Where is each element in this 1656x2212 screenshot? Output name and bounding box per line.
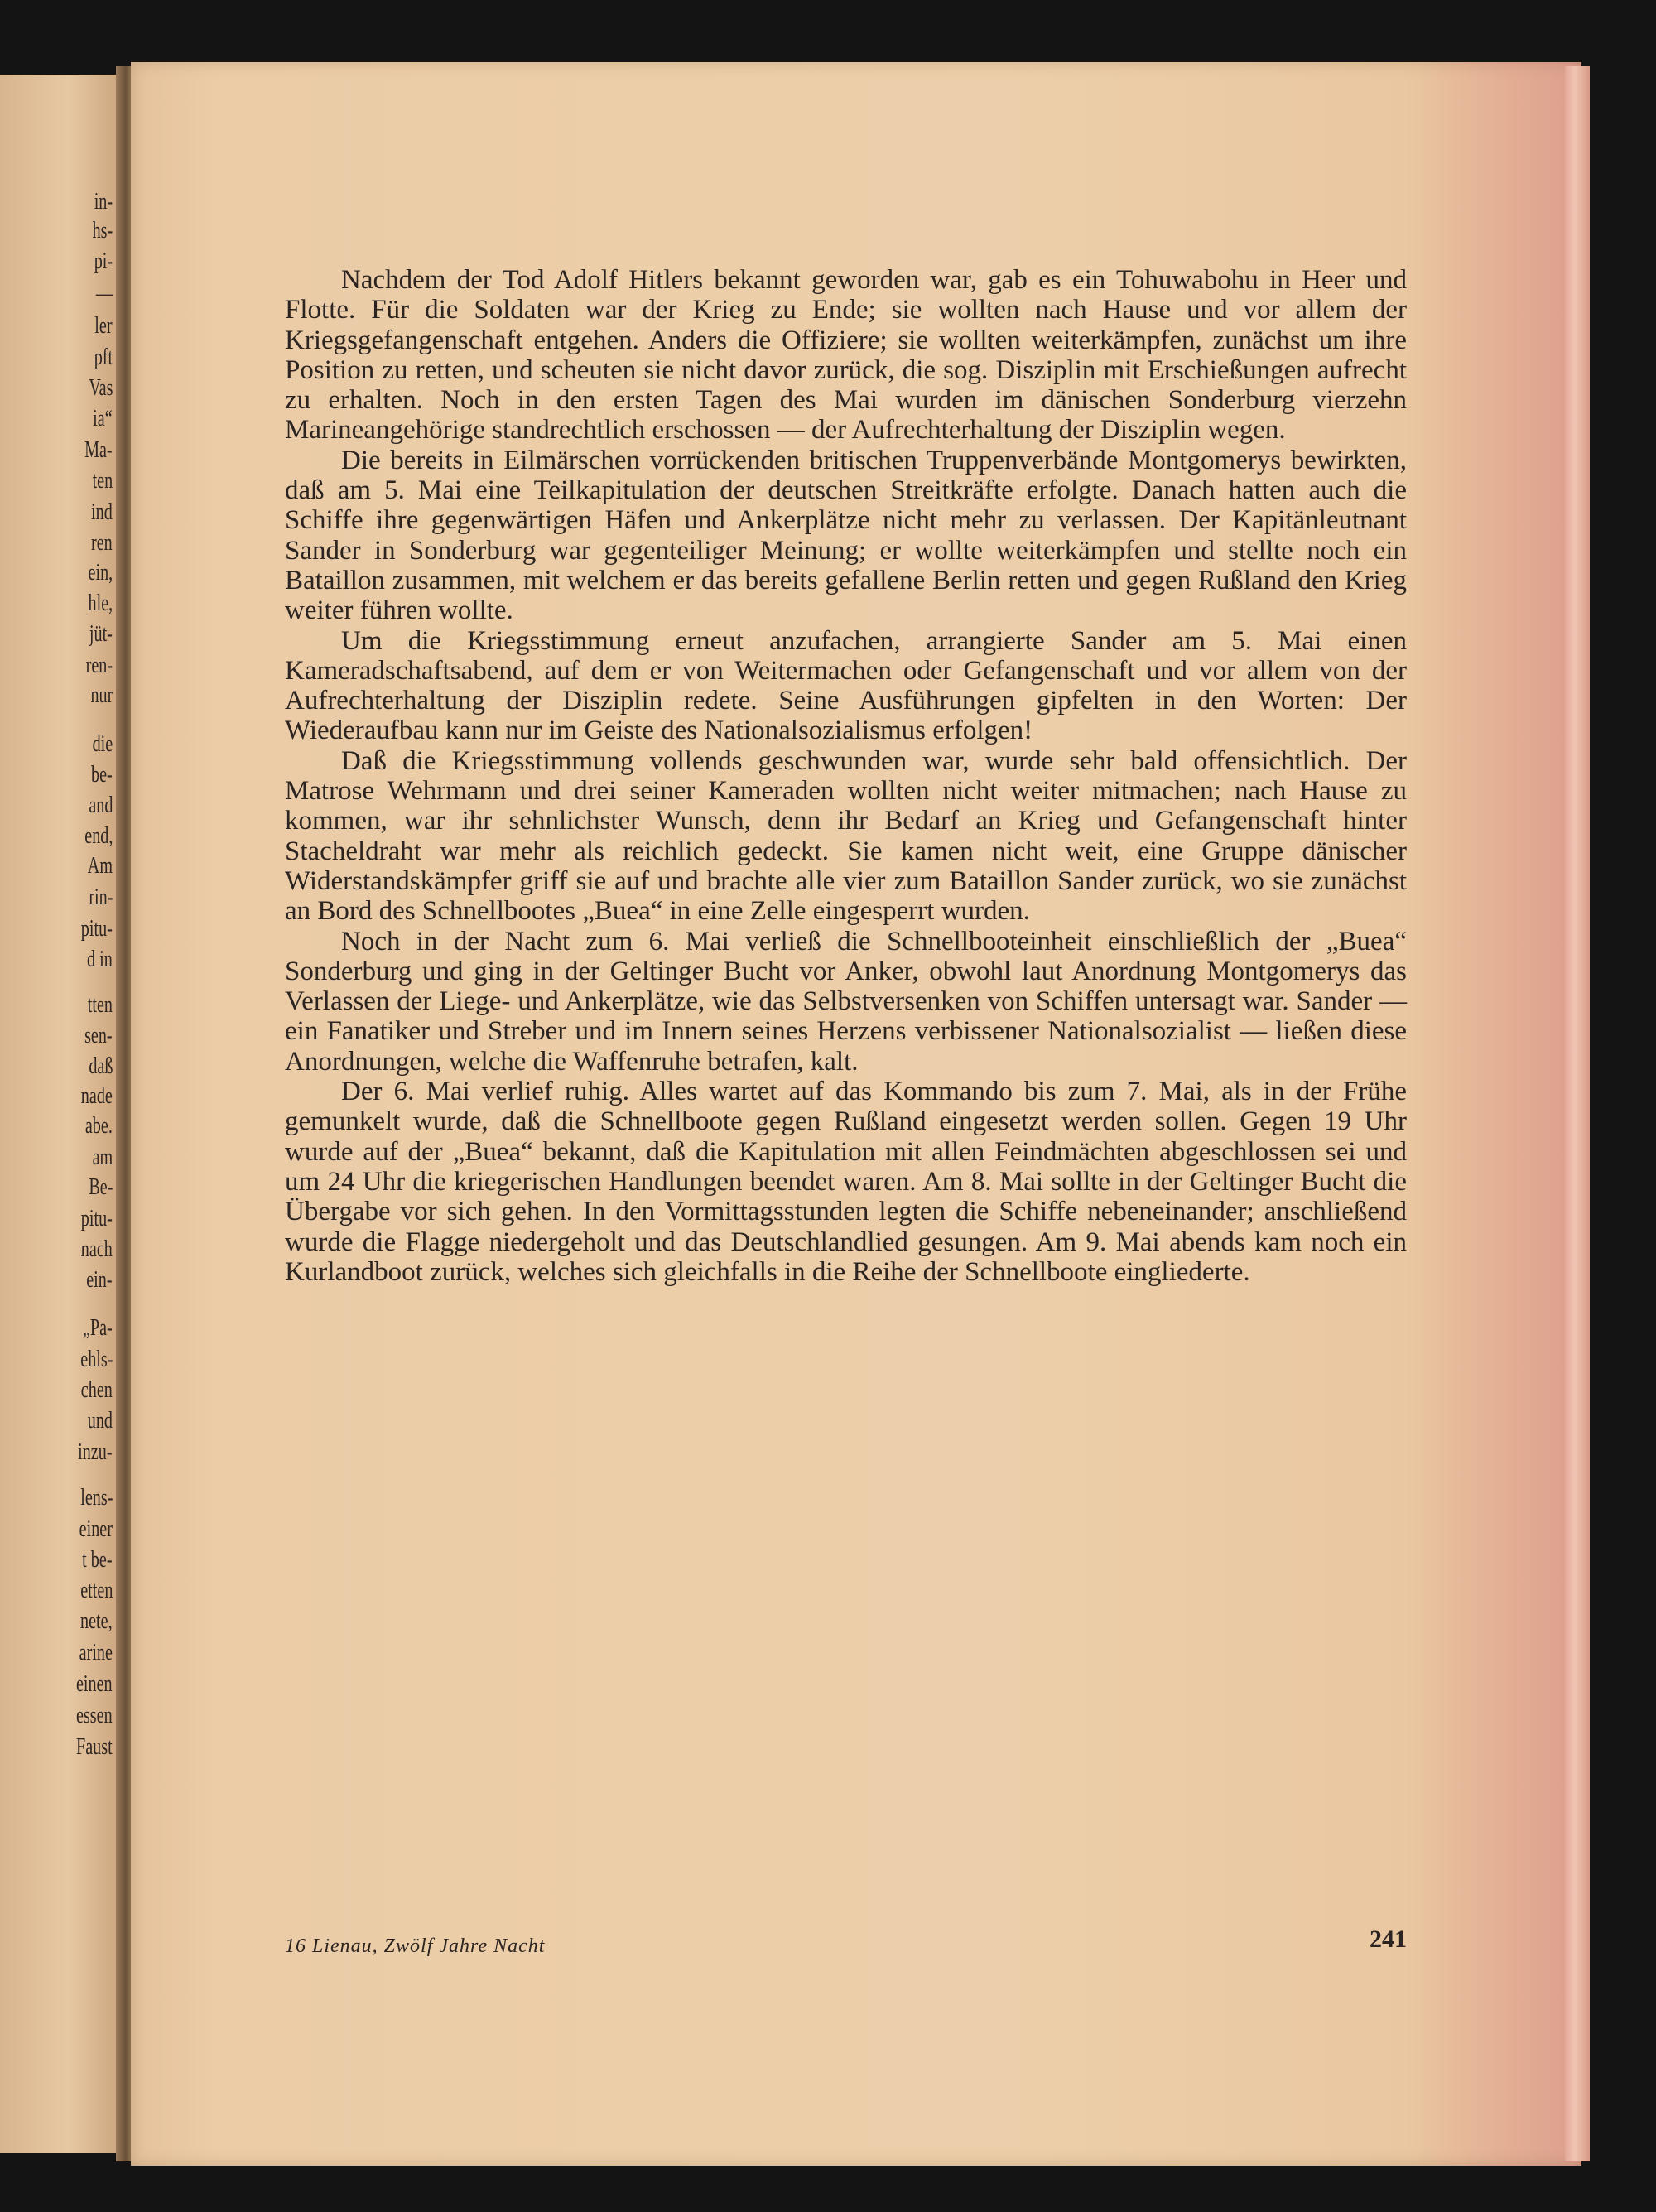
left-page-fragment: Vas: [88, 375, 113, 401]
left-page-fragment: Be-: [88, 1174, 113, 1200]
paragraph: Daß die Kriegsstimmung vollends geschwunden war, wurde sehr bald offensichtlich. Der Matrose Wehrmann und drei seiner Kameraden wollten nicht weiter mitmachen; nach Hause zu kommen, war ihr sehnlichster Wunsch, denn ihr Bedarf an Krieg und Gefangenschaft hinter Stacheldraht war mehr als reichlich gedeckt. Sie kamen nicht weit, eine Gruppe dänischer Widerstandskämpfer griff sie auf und brachte alle vier zum Bataillon Sander zurück, wo sie zunächst an Bord des Schnellbootes „Buea“ in eine Zelle eingesperrt wurden.: [285, 745, 1407, 927]
left-page-fragment: jüt-: [89, 621, 113, 647]
left-page-fragment: und: [87, 1408, 113, 1434]
right-page: [131, 62, 1581, 2166]
left-page-fragment: pitu-: [80, 916, 113, 942]
left-page-fragment: —: [95, 281, 113, 306]
page-edge: [1565, 66, 1590, 2161]
left-page-fragment: „Pa-: [83, 1315, 113, 1341]
left-page-fragment: etten: [79, 1578, 113, 1603]
left-page-fragment: essen: [76, 1703, 113, 1728]
left-page-fragment: in-: [94, 189, 113, 214]
left-page-fragment: ren: [91, 530, 113, 556]
left-page-fragment: t be-: [82, 1547, 113, 1573]
left-page-fragment: d in: [87, 947, 113, 972]
left-page-fragment: rin-: [88, 884, 113, 910]
left-page-fragment: die: [92, 731, 113, 757]
left-page-fragment: hle,: [88, 590, 113, 616]
left-page-fragment: arine: [79, 1640, 113, 1665]
left-page-fragment: ren-: [85, 653, 113, 678]
left-page-fragment: pi-: [94, 248, 113, 274]
left-page-fragment: nach: [80, 1236, 113, 1262]
left-page-fragment: nete,: [80, 1608, 113, 1634]
left-page-fragment: nade: [80, 1083, 113, 1109]
left-page-fragment: ein,: [88, 560, 113, 586]
left-page-fragment: pft: [94, 345, 113, 370]
left-page-fragment: ia“: [93, 406, 113, 431]
paragraph: Noch in der Nacht zum 6. Mai verließ die Schnellbooteinheit einschließlich der „Buea“ Sonderburg und ging in der Geltinger Bucht vor Anker, obwohl laut Anordnung Montgomerys das Verlassen der Liege- und Ankerplätze, wie das Selbstversenken von Schiffen untersagt war. Sander — ein Fanatiker und Streber und im Innern seines Herzens verbissener Nationalsozialist — ließen diese Anordnungen, welche die Waffenruhe betrafen, kalt.: [285, 926, 1407, 1077]
left-page-fragment: ler: [94, 313, 113, 339]
left-page-fragment: Ma-: [84, 437, 113, 463]
left-page-fragment: and: [88, 793, 113, 818]
left-page-fragment: sen-: [84, 1023, 113, 1048]
left-page-fragment: am: [92, 1145, 113, 1170]
left-page-fragment: be-: [91, 762, 113, 788]
left-page-fragment: hs-: [92, 218, 113, 243]
page-number: 241: [1370, 1925, 1407, 1953]
left-page: [0, 75, 124, 2153]
paragraph: Nachdem der Tod Adolf Hitlers bekannt geworden war, gab es ein Tohuwabohu in Heer und Flotte. Für die Soldaten war der Krieg zu Ende; sie wollten nach Hause und vor allem der Kriegsgefangenschaft entgehen. Anders die Offiziere; sie wollten weiterkämpfen, zunächst um ihre Position zu retten, und scheuten sie nicht davor zurück, die sog. Disziplin mit Erschießungen aufrecht zu erhalten. Noch in den ersten Tagen des Mai wurden im dänischen Sonderburg vierzehn Marineangehörige standrechtlich erschossen — der Aufrechterhaltung der Disziplin wegen.: [285, 265, 1407, 446]
paragraph: Die bereits in Eilmärschen vorrückenden britischen Truppenverbände Montgomerys bewirkten, daß am 5. Mai eine Teilkapitulation der deutschen Streitkräfte erfolgte. Danach hatten auch die Schiffe ihre gegenwärtigen Häfen und Ankerplätze nicht mehr zu verlassen. Der Kapitänleutnant Sander in Sonderburg war gegenteiliger Meinung; er wollte weiterkämpfen und stellte noch ein Bataillon zusammen, mit welchem er das bereits gefallene Berlin retten und gegen Rußland den Krieg weiter führen wollte.: [285, 445, 1407, 626]
body-text: [285, 265, 1407, 1287]
left-page-fragment: Am: [87, 853, 113, 879]
left-page-fragment: einer: [79, 1516, 113, 1542]
page-footer: [285, 1925, 1407, 1975]
left-page-fragment: lens-: [79, 1485, 113, 1511]
paragraph: Um die Kriegsstimmung erneut anzufachen, arrangierte Sander am 5. Mai einen Kameradschaftsabend, auf dem er von Weitermachen oder Gefangenschaft und vor allem von der Aufrechterhaltung der Disziplin redete. Seine Ausführungen gipfelten in den Worten: Der Wiederaufbau kann nur im Geiste des Nationalsozialismus erfolgen!: [285, 625, 1407, 746]
left-page-fragment: einen: [76, 1671, 113, 1697]
signature-mark: 16 Lienau, Zwölf Jahre Nacht: [285, 1935, 546, 1957]
left-page-fragment: inzu-: [78, 1439, 113, 1465]
paragraph: Der 6. Mai verlief ruhig. Alles wartet auf das Kommando bis zum 7. Mai, als in der Frühe gemunkelt wurde, daß die Schnellboote gegen Rußland eingesetzt werden sollen. Gegen 19 Uhr wurde auf der „Buea“ bekannt, daß die Kapitulation mit allen Feindmächten abgeschlossen sei und um 24 Uhr die kriegerischen Handlungen beendet waren. Am 8. Mai sollte in der Geltinger Bucht die Übergabe vor sich gehen. In den Vormittagsstunden legten die Schiffe nebeneinander; anschließend wurde die Flagge niedergeholt und das Deutschlandlied gesungen. Am 9. Mai abends kam noch ein Kurlandboot zurück, welches sich gleichfalls in die Reihe der Schnellboote eingliederte.: [285, 1077, 1407, 1287]
left-page-fragment: nur: [90, 682, 113, 708]
left-page-fragment: pitu-: [80, 1206, 113, 1231]
left-page-fragment: ind: [91, 499, 113, 525]
left-page-fragment: abe.: [84, 1113, 113, 1139]
left-page-text-fragments: [0, 75, 124, 2153]
left-page-fragment: Faust: [76, 1734, 113, 1760]
left-page-fragment: ten: [92, 468, 113, 494]
left-page-fragment: end,: [84, 823, 113, 849]
left-page-fragment: ein-: [86, 1267, 113, 1293]
left-page-fragment: ehls-: [79, 1347, 113, 1372]
left-page-fragment: daß: [88, 1053, 113, 1079]
left-page-fragment: chen: [80, 1377, 113, 1403]
left-page-fragment: tten: [87, 992, 113, 1018]
